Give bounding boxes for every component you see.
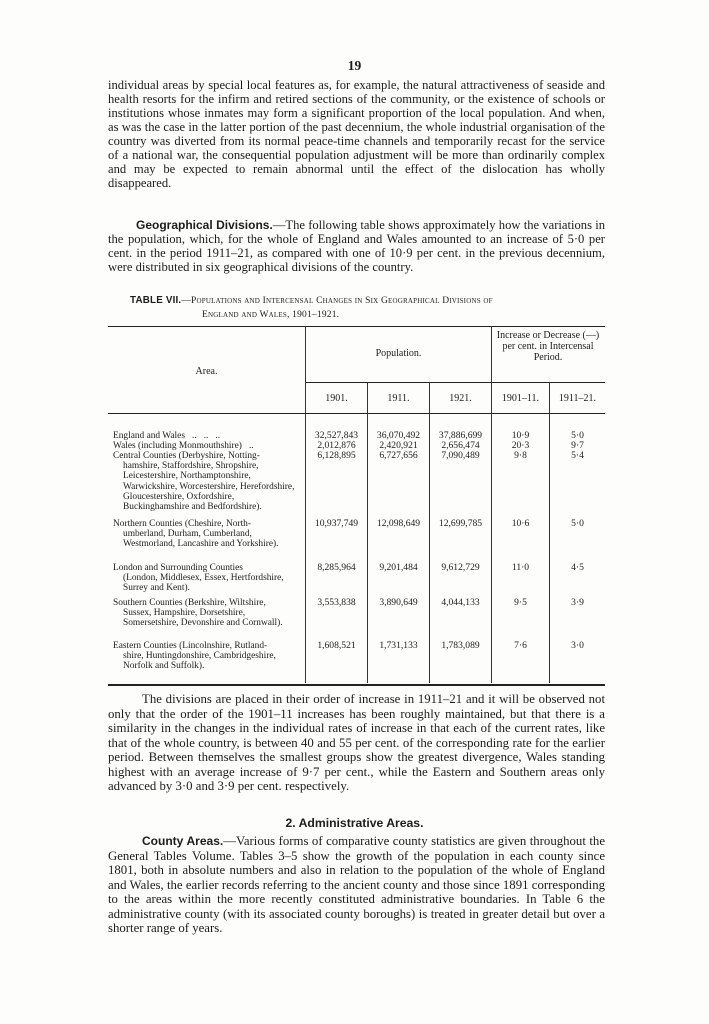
row-area bbox=[113, 431, 301, 441]
caption-title-line2: England and Wales, 1901–1921. bbox=[202, 310, 340, 320]
area-detail: Sussex, Hampshire, Dorsetshire, Somersetshire, Devonshire and Cornwall). bbox=[123, 608, 283, 629]
cell-change-1901-11: 10·6 bbox=[511, 518, 530, 529]
header-1911-21: 1911–21. bbox=[558, 393, 597, 404]
area-detail: hamshire, Staffordshire, Shropshire, Leicestershire, Northamptonshire, Warwickshire, Worcestershire, Herefordshire, Gloucestershire, Oxfordshire, Buckinghamshire and Bedfordshire). bbox=[123, 461, 295, 513]
area-detail: shire, Huntingdonshire, Cambridgeshire, Norfolk and Suffolk). bbox=[123, 651, 276, 672]
row-area bbox=[113, 451, 301, 512]
cell-pop-1911: 3,890,649 bbox=[379, 597, 418, 608]
area-name: Central Counties (Derbyshire, Notting- bbox=[113, 451, 260, 461]
page-number: 19 bbox=[347, 58, 362, 73]
caption-label: TABLE VII. bbox=[130, 295, 182, 306]
table-vline-1911 bbox=[367, 382, 368, 683]
header-population: Population. bbox=[375, 348, 422, 359]
cell-change-1901-11: 7·6 bbox=[514, 640, 527, 651]
header-1901: 1901. bbox=[325, 393, 348, 404]
cell-pop-1901: 8,285,964 bbox=[317, 562, 356, 573]
header-1921: 1921. bbox=[449, 393, 472, 404]
header-1901-11: 1901–11. bbox=[501, 393, 540, 404]
row-area bbox=[113, 598, 301, 629]
run-in-heading: County Areas. bbox=[142, 834, 224, 848]
cell-change-1911-21: 3·9 bbox=[571, 597, 584, 608]
paragraph-text: —Various forms of comparative county statistics are given throughout the General Tables Volume. Tables 3–5 show the growth of the population in each county since 1801, both in absolute numbers and also in relation to the population of the whole of England and Wales, the earlier records referring to the ancient county and those since 1891 corresponding to the areas within the more recently constituted administrative boundaries. In Table 6 the administrative county (with its associated county boroughs) is treated in greater detail but over a shorter range of years. bbox=[108, 834, 605, 935]
cell-pop-1921: 7,090,489 bbox=[441, 450, 480, 461]
area-name: Eastern Counties (Lincolnshire, Rutland- bbox=[113, 641, 268, 651]
section-heading: 2. Administrative Areas. bbox=[285, 816, 424, 830]
cell-pop-1901: 32,527,843 bbox=[314, 430, 359, 441]
cell-pop-1911: 2,420,921 bbox=[379, 440, 418, 451]
cell-pop-1921: 12,699,785 bbox=[438, 518, 483, 529]
cell-pop-1911: 1,731,133 bbox=[379, 640, 418, 651]
cell-pop-1901: 10,937,749 bbox=[314, 518, 359, 529]
table-header-bottom-rule bbox=[108, 413, 605, 414]
area-name: England and Wales .. .. .. bbox=[113, 431, 221, 441]
table-subheader-rule bbox=[306, 382, 605, 383]
cell-change-1901-11: 11·0 bbox=[511, 562, 530, 573]
cell-change-1901-11: 10·9 bbox=[511, 430, 530, 441]
paragraph-continuation: individual areas by special local features as, for example, the natural attractiveness of seaside and health resorts for the infirm and retired sections of the community, or the existence of schools or institutions whose inmates may form a significant proportion of the local population. And when, as was the case in the latter portion of the past decennium, the whole industrial organisation of the country was diverted from its normal peace-time channels and temporarily recast for the service of a national war, the consequential population adjustment will be more than ordinarily complex and may be expected to remain abnormal until the effect of the dislocation has wholly disappeared. bbox=[108, 78, 605, 190]
cell-pop-1911: 6,727,656 bbox=[379, 450, 418, 461]
header-area: Area. bbox=[195, 366, 218, 377]
header-1911: 1911. bbox=[387, 393, 410, 404]
paragraph-text: —The following table shows approximately how the variations in the population, which, for the whole of England and Wales amounted to an increase of 5·0 per cent. in the period 1911–21, as compared with one of 10·9 per cent. in the previous decennium, were distributed in six geographical divisions of the country. bbox=[108, 218, 605, 274]
area-name: Southern Counties (Berkshire, Wiltshire, bbox=[113, 598, 266, 608]
cell-pop-1921: 37,886,699 bbox=[438, 430, 483, 441]
row-area bbox=[113, 519, 301, 550]
paragraph-divisions-order: The divisions are placed in their order of increase in 1911–21 and it will be observed not only that the order of the 1901–11 increases has been roughly maintained, but that there is a similarity in the changes in the individual rates of increase in that each of the current rates, like that of the whole country, is between 40 and 55 per cent. of the corresponding rate for the earlier period. Between themselves the smallest groups show the greatest divergence, Wales standing highest with an average increase of 9·7 per cent., while the Eastern and Southern areas only advanced by 3·0 and 3·9 per cent. respectively. bbox=[108, 692, 605, 793]
cell-change-1901-11: 20·3 bbox=[511, 440, 530, 451]
cell-pop-1901: 1,608,521 bbox=[317, 640, 356, 651]
table-vline-area bbox=[305, 326, 306, 683]
table-vline-1911-21 bbox=[549, 382, 550, 683]
cell-pop-1911: 36,070,492 bbox=[376, 430, 421, 441]
cell-pop-1911: 12,098,649 bbox=[376, 518, 421, 529]
table-bottom-rule bbox=[108, 684, 605, 686]
area-name: London and Surrounding Counties bbox=[113, 563, 243, 573]
area-detail: (London, Middlesex, Essex, Hertfordshire, Surrey and Kent). bbox=[123, 573, 284, 594]
cell-pop-1901: 2,012,876 bbox=[317, 440, 356, 451]
area-name: Northern Counties (Cheshire, North- bbox=[113, 519, 251, 529]
table-top-rule bbox=[108, 326, 605, 327]
cell-pop-1921: 9,612,729 bbox=[441, 562, 480, 573]
cell-change-1911-21: 9·7 bbox=[571, 440, 584, 451]
paragraph-geographical-divisions bbox=[108, 218, 605, 274]
run-in-heading: Geographical Divisions. bbox=[136, 218, 273, 232]
cell-pop-1901: 6,128,895 bbox=[317, 450, 356, 461]
row-area bbox=[113, 441, 301, 451]
area-name: Wales (including Monmouthshire) .. bbox=[113, 441, 254, 451]
cell-change-1901-11: 9·8 bbox=[514, 450, 527, 461]
cell-pop-1921: 4,044,133 bbox=[441, 597, 480, 608]
row-area bbox=[113, 563, 301, 594]
table-vline-change bbox=[491, 326, 492, 683]
header-change: Increase or Decrease (—) per cent. in Intercensal Period. bbox=[496, 330, 600, 363]
cell-change-1911-21: 5·0 bbox=[571, 518, 584, 529]
cell-pop-1921: 1,783,089 bbox=[441, 640, 480, 651]
area-detail: umberland, Durham, Cumberland, Westmorland, Lancashire and Yorkshire). bbox=[123, 529, 279, 550]
cell-pop-1911: 9,201,484 bbox=[379, 562, 418, 573]
table-vline-1921 bbox=[429, 382, 430, 683]
cell-change-1911-21: 5·0 bbox=[571, 430, 584, 441]
caption-title-line1: —Populations and Intercensal Changes in Six Geographical Divisions of bbox=[181, 296, 493, 306]
cell-pop-1921: 2,656,474 bbox=[441, 440, 480, 451]
cell-change-1901-11: 9·5 bbox=[514, 597, 527, 608]
row-area bbox=[113, 641, 301, 672]
table-caption bbox=[130, 294, 600, 322]
cell-pop-1901: 3,553,838 bbox=[317, 597, 356, 608]
paragraph-county-areas bbox=[108, 834, 605, 936]
cell-change-1911-21: 4·5 bbox=[571, 562, 584, 573]
cell-change-1911-21: 5·4 bbox=[571, 450, 584, 461]
cell-change-1911-21: 3·0 bbox=[571, 640, 584, 651]
